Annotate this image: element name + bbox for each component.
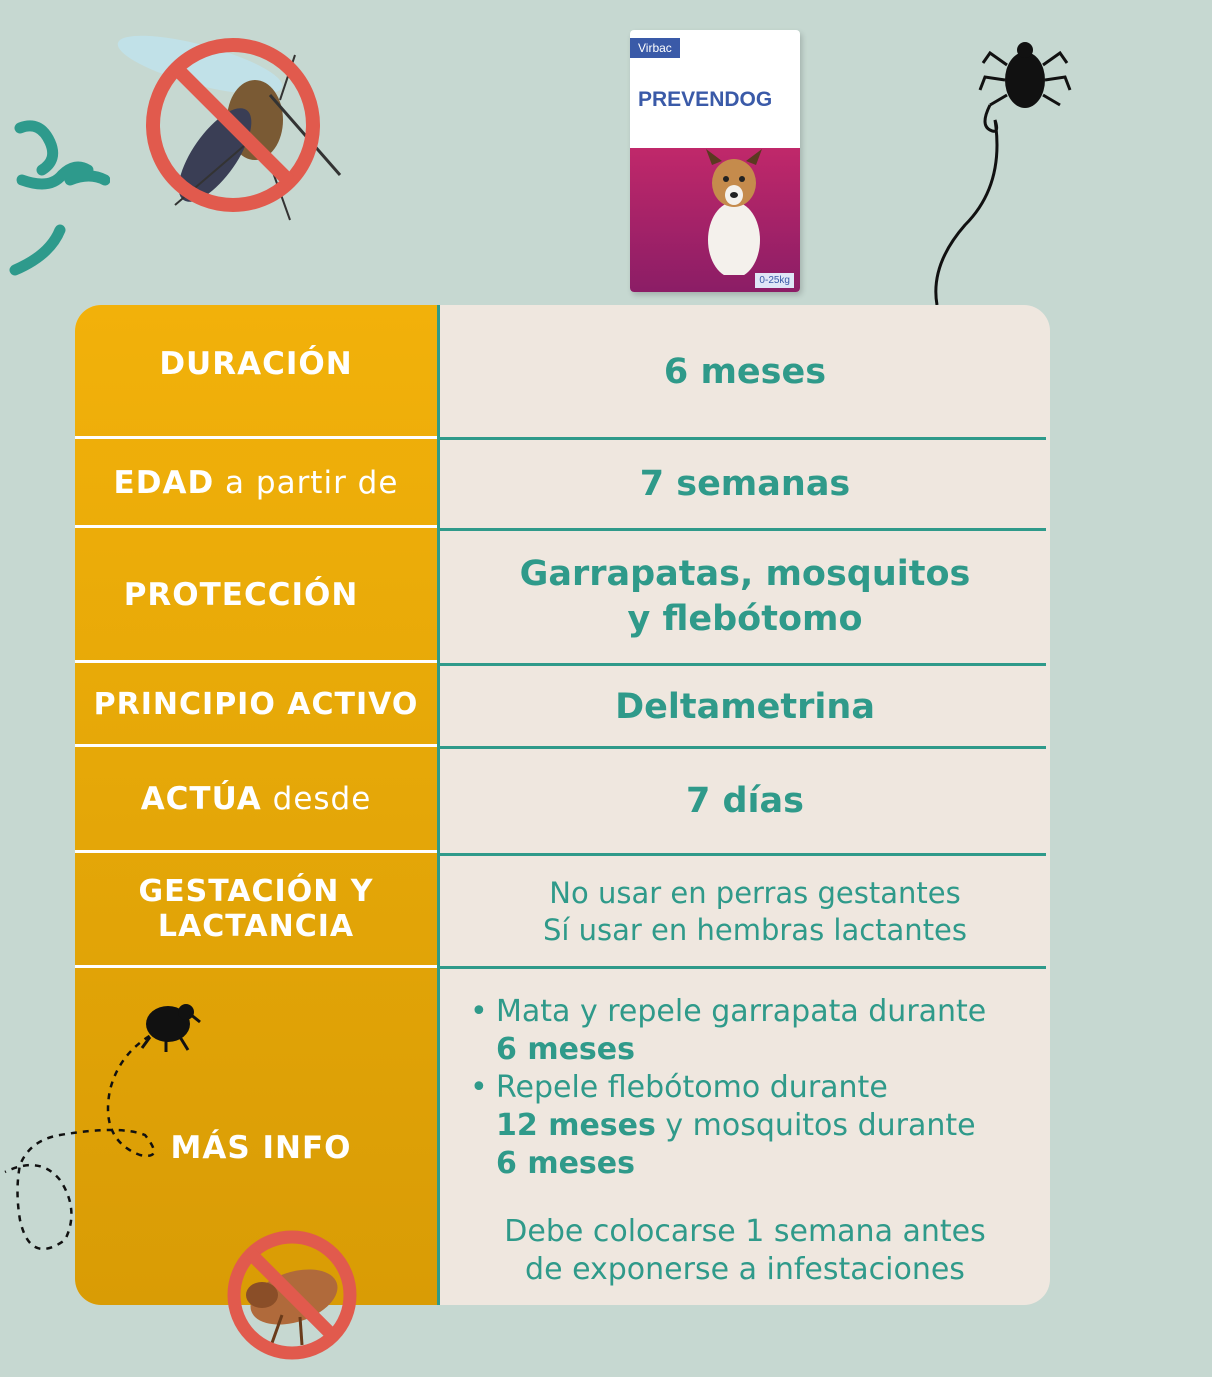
bullet1-text: Mata y repele garrapata durante (496, 994, 987, 1029)
brand-logo: Virbac (630, 38, 680, 58)
more-info-list (470, 993, 1030, 1183)
value-gestacion-line2: Sí usar en hembras lactantes (542, 913, 968, 947)
value-gestacion (440, 856, 1050, 968)
value-actua: 7 días (685, 781, 805, 821)
label-gestacion-line2: LACTANCIA (157, 909, 355, 944)
label-actua-bold: ACTÚA (140, 781, 262, 817)
list-item (496, 993, 1030, 1069)
label-actua (75, 747, 437, 851)
tick-icon (925, 35, 1075, 310)
note-line1: Debe colocarse 1 semana antes (504, 1214, 986, 1249)
product-name: PREVENDOG (638, 88, 773, 111)
row-divider (440, 966, 1046, 969)
value-proteccion-line1: Garrapatas, mosquitos (519, 554, 971, 594)
label-duracion: DURACIÓN (159, 346, 353, 382)
weight-range-label: 0-25kg (755, 273, 794, 288)
flea-icon (138, 992, 203, 1054)
value-principio-activo: Deltametrina (615, 687, 875, 727)
value-duracion: 6 meses (663, 351, 827, 392)
teal-swoosh-decoration (0, 80, 110, 290)
product-box-image (630, 30, 800, 292)
list-item (496, 1069, 1030, 1183)
label-edad-rest: a partir de (214, 465, 399, 501)
bullet1-bold: 6 meses (496, 1032, 635, 1067)
value-proteccion-line2: y flebótomo (627, 599, 863, 639)
placement-note (440, 1213, 1050, 1289)
note-line2: de exponerse a infestaciones (525, 1252, 965, 1287)
dog-image (698, 145, 770, 275)
value-gestacion-line1: No usar en perras gestantes (549, 876, 961, 910)
bullet2-mid: y mosquitos durante (655, 1108, 976, 1143)
label-gestacion-line1: GESTACIÓN Y (138, 874, 374, 909)
bullet2-bold2: 6 meses (496, 1146, 635, 1181)
value-proteccion (440, 531, 1050, 663)
label-principio-activo: PRINCIPIO ACTIVO (93, 686, 419, 722)
value-edad: 7 semanas (639, 464, 851, 504)
bullet2-bold1: 12 meses (496, 1108, 656, 1143)
bullet2-text: Repele flebótomo durante (496, 1070, 888, 1105)
label-gestacion (75, 853, 437, 965)
no-mosquito-icon (105, 25, 350, 230)
label-edad-bold: EDAD (113, 465, 215, 501)
label-edad (75, 439, 437, 527)
label-actua-rest: desde (261, 781, 372, 817)
label-mas-info: MÁS INFO (170, 1130, 352, 1166)
label-proteccion: PROTECCIÓN (123, 576, 359, 613)
no-flea-icon (222, 1225, 362, 1365)
product-info-table (75, 305, 1050, 1305)
